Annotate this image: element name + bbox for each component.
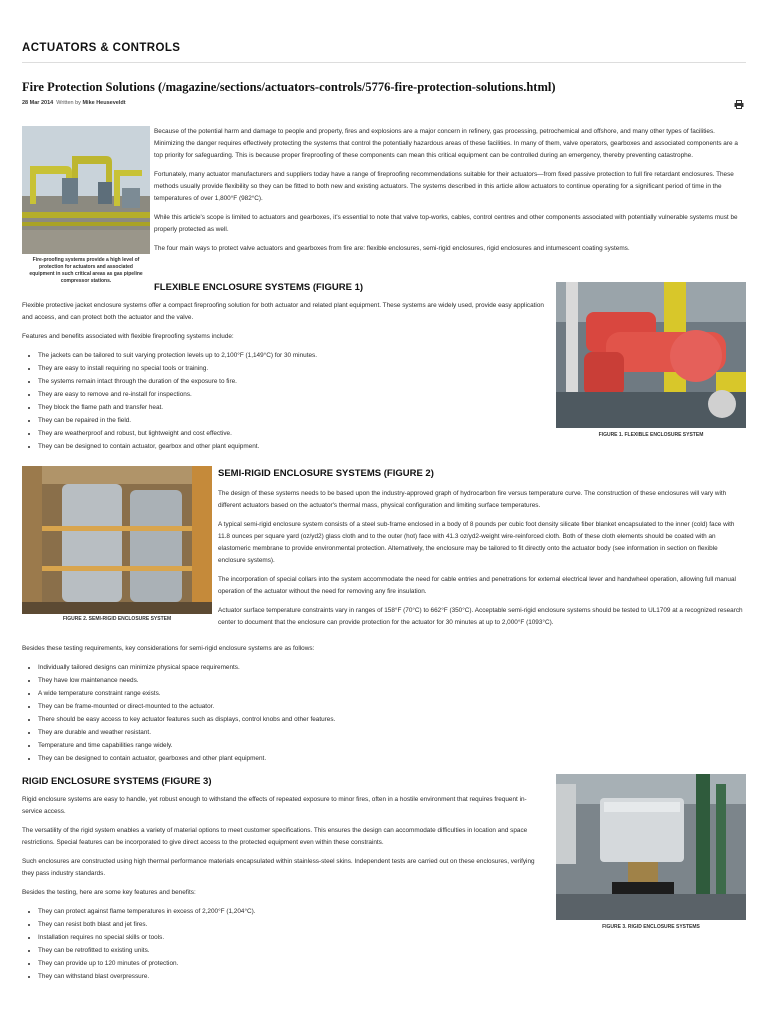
list-item: • They can protect against flame temperatures in excess of 2,200°F (1,204°C). <box>38 905 546 918</box>
semi-rigid-list-text <box>22 643 744 765</box>
article-author: Mike Heuseveldt <box>82 100 126 106</box>
paragraph: Actuator surface temperature constraints vary in ranges of 158°F (70°C) to 662°F (350°C). Acceptable semi-rigid enclosure systems should be tested to UL1709 at a recognized research center to document that the enclosure can provide protection for the actuator for 30 minutes at up to 2,000°F (1093°C). <box>218 607 743 626</box>
paragraph: The incorporation of special collars into the system accommodate the need for cable entries and penetrations for external electrical lever and handwheel operation, allowing full manual operation of the actuator without the need for removing any fire insulation. <box>218 576 736 595</box>
flexible-text <box>22 300 544 453</box>
paragraph: Besides these testing requirements, key considerations for semi-rigid enclosure systems are as follows: <box>22 645 315 652</box>
flexible-enclosure-photo <box>556 282 746 428</box>
paragraph: Flexible protective jacket enclosure systems offer a compact fireproofing solution for both actuator and related plant equipment. These systems are widely used, provide easy application and access, and can protect both the actuator and the valve. <box>22 302 544 321</box>
list-item: • They block the flame path and transfer heat. <box>38 401 544 414</box>
section-heading: FLEXIBLE ENCLOSURE SYSTEMS (FIGURE 1) <box>154 282 364 293</box>
paragraph: While this article's scope is limited to actuators and gearboxes, it's essential to note that valve top-works, cables, control centres and other components associated with potentially vulnerable systems must be properly protected as well. <box>154 214 738 233</box>
feature-list <box>22 905 546 983</box>
list-item: • They can withstand blast overpressure. <box>38 970 546 983</box>
list-item: • They can be repaired in the field. <box>38 414 544 427</box>
list-item: • They have low maintenance needs. <box>38 674 744 687</box>
section-heading: RIGID ENCLOSURE SYSTEMS (FIGURE 3) <box>22 776 212 787</box>
pipeline-station-photo <box>22 126 150 254</box>
list-item: • They are easy to install requiring no special tools or training. <box>38 362 544 375</box>
list-item: • A wide temperature constraint range exists. <box>38 687 744 700</box>
feature-list <box>22 661 744 765</box>
paragraph: A typical semi-rigid enclosure system consists of a steel sub-frame enclosed in a body of 8 pounds per cubic foot density silicate fiber blanket encapsulated to the inner (cold) face with 11.8 ounces per square yard (oz/yd2) glass cloth and to the outer (hot) face with 41.3 oz/yd2-weight wire-reinforced cloth. Both of these cloth elements should be coated with an elastomeric membrane to provide environmental protection. Alternatively, the enclosure may be tailored to fit directly onto the actuator body (see information in section on flexible enclosure systems). <box>218 521 735 564</box>
paragraph: Such enclosures are constructed using high thermal performance materials encapsulated within stainless-steel skins. Independent tests are carried out on these enclosures, verifying they pass industry standards. <box>22 858 535 877</box>
list-item: • There should be easy access to key actuator features such as displays, control knobs and other features. <box>38 713 744 726</box>
article-title[interactable]: Fire Protection Solutions (/magazine/sections/actuators-controls/5776-fire-protection-solutions.html) <box>22 80 556 94</box>
written-by-label: Written by <box>56 100 81 106</box>
list-item: • The jackets can be tailored to suit varying protection levels up to 2,100°F (1,149°C) for 30 minutes. <box>38 349 544 362</box>
paragraph: The four main ways to protect valve actuators and gearboxes from fire are: flexible enclosures, semi-rigid enclosures, rigid enclosures and intumescent coating systems. <box>154 245 630 252</box>
figure-caption: FIGURE 3. RIGID ENCLOSURE SYSTEMS <box>602 924 700 930</box>
list-item: • Installation requires no special skills or tools. <box>38 931 546 944</box>
figure-caption: FIGURE 1. FLEXIBLE ENCLOSURE SYSTEM <box>598 432 704 438</box>
figure-caption: Fire-proofing systems provide a high level of protection for actuators and associated equipment in such critical areas as gas pipeline compressor stations. <box>29 257 143 284</box>
list-item: • They can resist both blast and jet fires. <box>38 918 546 931</box>
list-item: • Temperature and time capabilities range widely. <box>38 739 744 752</box>
rigid-enclosure-photo <box>556 774 746 920</box>
divider <box>22 62 746 63</box>
list-item: • They are easy to remove and re-install for inspections. <box>38 388 544 401</box>
paragraph: Features and benefits associated with flexible fireproofing systems include: <box>22 333 234 340</box>
rigid-text <box>22 794 546 983</box>
paragraph: The design of these systems needs to be based upon the industry-approved graph of hydrocarbon fire versus temperature curve. The construction of these enclosures will vary with different actuators based on the actuator's thermal mass, physical configuration and limiting surface temperatures. <box>218 490 727 509</box>
list-item: • They can be designed to contain actuator, gearbox and other plant equipment. <box>38 440 544 453</box>
section-heading: SEMI-RIGID ENCLOSURE SYSTEMS (FIGURE 2) <box>218 468 434 479</box>
paragraph: Rigid enclosure systems are easy to handle, yet robust enough to withstand the effects of repeated exposure to minor fires, often in a hostile environment that requires frequent in-service access. <box>22 796 527 815</box>
list-item: • Individually tailored designs can minimize physical space requirements. <box>38 661 744 674</box>
section-header[interactable]: ACTUATORS & CONTROLS <box>22 42 181 54</box>
list-item: • They can be designed to contain actuator, gearboxes and other plant equipment. <box>38 752 744 765</box>
article-meta <box>22 100 126 106</box>
list-item: • They are durable and weather resistant. <box>38 726 744 739</box>
list-item: • They can be retrofitted to existing units. <box>38 944 546 957</box>
article-date: 28 Mar 2014 <box>22 100 54 106</box>
paragraph: Because of the potential harm and damage to people and property, fires and explosions are a major concern in refinery, gas processing, petrochemical and offshore, and many other types of facilities. Minimizing the danger requires effectively protecting the systems that control the potentially hazardous areas of these facilities. In many of them, valve operators, gearboxes and associated components are a top priority for safeguarding. This is because proper fireproofing of these components can mean this critical equipment can be controlled during an emergency, thereby preventing catastrophe. <box>154 128 738 159</box>
print-icon[interactable] <box>734 100 744 109</box>
semi-rigid-text <box>218 488 744 629</box>
paragraph: The versatility of the rigid system enables a variety of material options to meet customer specifications. This ensures the design can accommodate difficulties in location and space restrictions. Special features can be incorporated to give direct access to the protected equipment even within these constraints. <box>22 827 528 846</box>
list-item: • They are weatherproof and robust, but lightweight and cost effective. <box>38 427 544 440</box>
intro-text <box>154 126 744 255</box>
list-item: • They can be frame-mounted or direct-mounted to the actuator. <box>38 700 744 713</box>
list-item: • The systems remain intact through the duration of the exposure to fire. <box>38 375 544 388</box>
paragraph: Fortunately, many actuator manufacturers and suppliers today have a range of fireproofing recommendations suitable for their actuators—from fixed passive protection to full fire retardant enclosures. These methods usually provide flexibility so they can be fitted to both new and existing actuators. The systems described in this article allow actuators to continue operating for a significant period of time in the temperatures of over 1,800°F (982°C). <box>154 171 734 202</box>
list-item: • They can provide up to 120 minutes of protection. <box>38 957 546 970</box>
paragraph: Besides the testing, here are some key features and benefits: <box>22 889 196 896</box>
feature-list <box>22 349 544 453</box>
semi-rigid-enclosure-photo <box>22 466 212 614</box>
figure-caption: FIGURE 2. SEMI-RIGID ENCLOSURE SYSTEM <box>62 616 172 622</box>
